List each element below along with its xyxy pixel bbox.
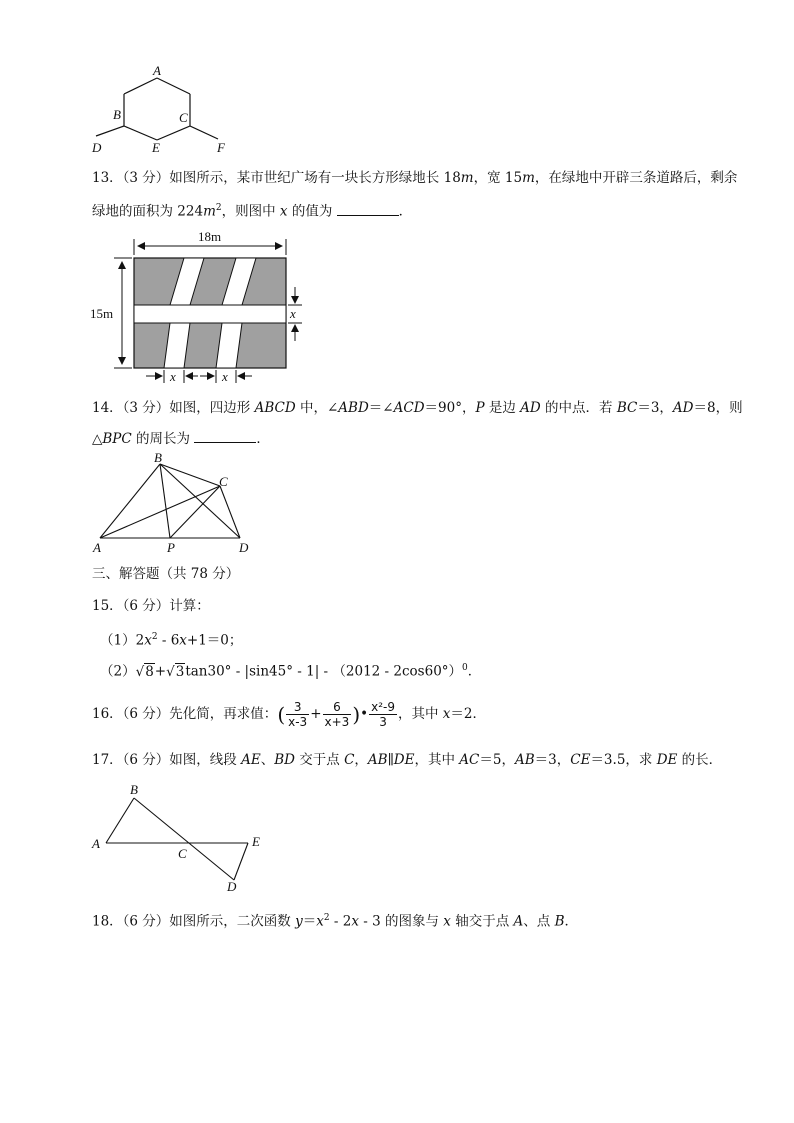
label-B: B [130,782,138,797]
q13-line2: 绿地的面积为 $224m^2$，则图中 x 的值为 ． [92,198,412,222]
fraction-3: $\frac{\text{x²-9}}{3}$ [371,700,395,729]
answer-blank[interactable] [194,428,256,443]
q15-part1: $(1)2x^2 - 6x+1=0$； [100,632,243,649]
q14-line1: 14．（3 分）如图，四边形 ABCD 中，∠ABD＝∠ACD＝90°，P 是边 AD 的中点．若 BC＝3，AD＝8，则 [92,400,743,416]
label-x-bottom-1: x [170,369,176,384]
triangles-figure [88,778,278,898]
label-x-bottom-2: x [222,369,228,384]
label-D: D [92,140,102,155]
q16-line: 16．（6 分）先化简，再求值：( $\frac{3}{x-3}$ + $\frac{6}{x+3}$ )• $\frac{\text{x²-9}}{3}$ ，其中 x＝2． [92,700,486,729]
label-x-right: x [290,306,296,321]
q18-line: 18．（6 分）如图所示，二次函数 $y=x^2 - 2x - 3$ 的图象与 x 轴交于点 A、点 B． [92,913,578,930]
q15-heading: 15．（6 分）计算： [92,598,210,614]
label-A: A [92,836,100,851]
fraction-1: $\frac{3}{x-3}$ [288,700,308,729]
label-15m: 15m [90,306,114,321]
label-C: C [179,110,188,125]
label-A: A [153,63,161,78]
q17-line: 17．（6 分）如图，线段 AE、BD 交于点 C，AB∥DE，其中 AC＝5，AB＝3，CE＝3.5，求 DE 的长． [92,752,723,768]
label-B: B [154,452,162,465]
label-18m: 18m [198,229,222,244]
label-E: E [152,140,160,155]
sqrt-8: √8 [135,663,154,680]
q13-line1: 13．（3 分）如图所示，某市世纪广场有一块长方形绿地长 18m，宽 15m，在绿地中开辟三条道路后，剩余 [92,170,738,186]
q15-part2: （2）√8+√3tan30° - |sin45° - 1| - （2012 - 2cos60°）$^0$． [100,663,482,680]
label-P: P [167,540,175,555]
answer-blank[interactable] [337,201,399,216]
q14-line2: △BPC 的周长为 ． [92,428,270,449]
label-F: F [217,140,225,155]
label-A: A [93,540,101,555]
section-heading: 三、解答题（共 78 分） [92,566,240,582]
label-D: D [239,540,249,555]
quadrilateral-figure [90,452,260,556]
fraction-2: $\frac{6}{x+3}$ [324,700,350,729]
hexagon-figure [86,60,246,160]
label-B: B [113,107,121,122]
road-rectangle-figure [86,225,316,395]
label-D: D [227,879,237,894]
label-E: E [252,834,260,849]
label-C: C [219,474,228,489]
label-C: C [178,846,187,861]
sqrt-3: √3 [166,663,185,680]
